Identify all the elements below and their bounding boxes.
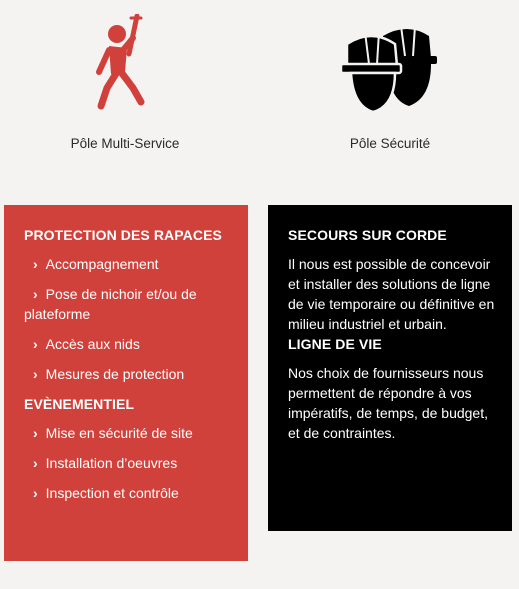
list-item: › Installation d’oeuvres [33,455,178,471]
chevron-right-icon: › [33,485,38,501]
service-list [24,254,234,384]
chevron-right-icon: › [33,425,38,441]
pole-multi-service [20,14,230,151]
chevron-right-icon: › [33,455,38,471]
chevron-right-icon: › [33,336,38,352]
chevron-right-icon: › [33,286,38,302]
section-title: PROTECTION DES RAPACES [24,227,222,243]
list-item: › Inspection et contrôle [33,485,179,501]
chevron-right-icon: › [33,366,38,382]
pole-label-multi-service: Pôle Multi-Service [70,136,180,151]
helmets-icon [335,14,445,114]
section-title: EVÈNEMENTIEL [24,396,135,412]
multi-service-card [4,205,248,561]
section-text: Il nous est possible de concevoir et installer des solutions de ligne de vie temporaire ou définitive en milieu industriel et urbain. [288,256,495,332]
list-item: › Accès aux nids [33,336,140,352]
chevron-right-icon: › [33,256,38,272]
pole-securite [285,14,495,151]
section-text: Nos choix de fournisseurs nous permettent de répondre à vos impératifs, de temps, de budget, et de contraintes. [288,365,488,441]
section-title: SECOURS SUR CORDE [288,227,447,243]
list-item: › Mise en sécurité de site [33,425,193,441]
list-item: › Mesures de protection [33,366,185,382]
securite-card [268,205,512,531]
service-list [24,423,234,503]
section-title: LIGNE DE VIE [288,336,382,352]
list-item: › Pose de nichoir et/ou de plateforme [24,286,197,322]
climber-icon [85,14,165,114]
pole-label-securite: Pôle Sécurité [349,136,431,151]
list-item: › Accompagnement [33,256,159,272]
